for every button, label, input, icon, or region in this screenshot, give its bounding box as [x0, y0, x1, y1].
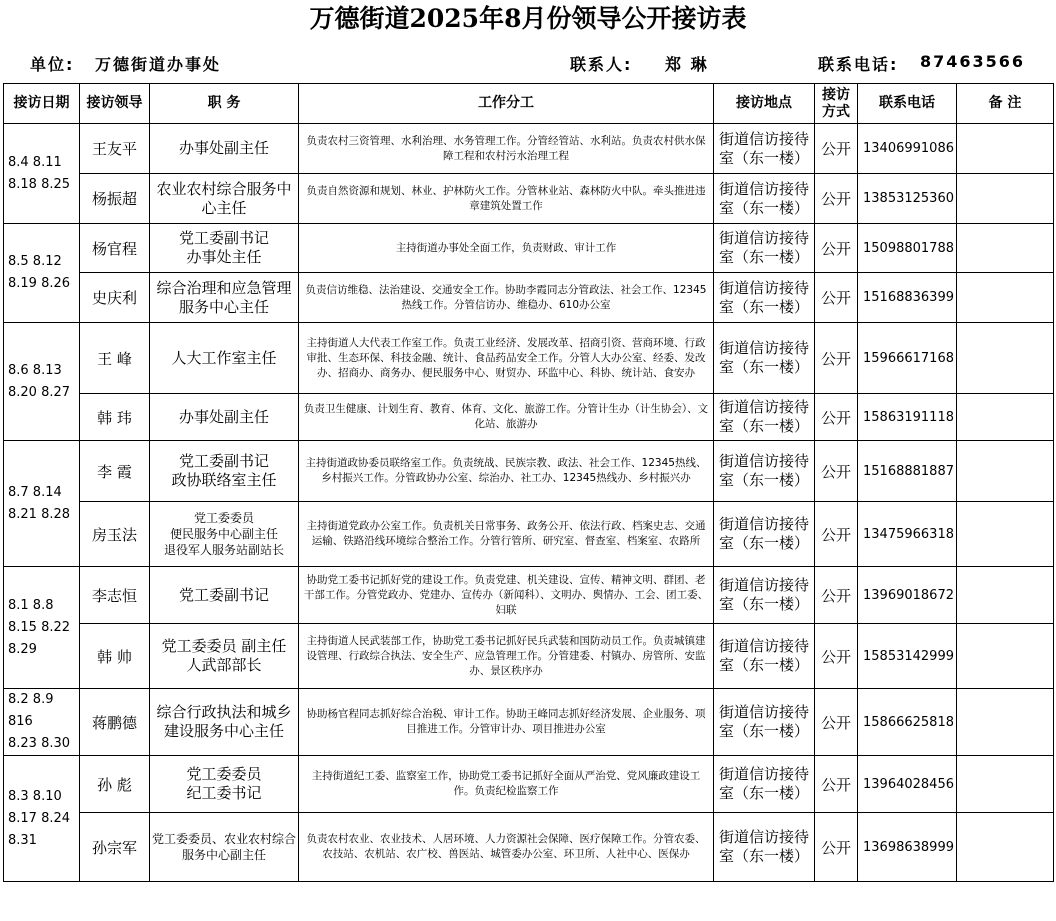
- duties-cell: 协助党工委书记抓好党的建设工作。负责党建、机关建设、宣传、精神文明、群团、老干部工作。分管党政办、党建办、宣传办（新闻科）、文明办、舆情办、工会、团工委、妇联: [299, 567, 714, 624]
- position-cell: 党工委委员、农业农村综合服务中心副主任: [150, 813, 299, 882]
- note-cell: [956, 502, 1053, 567]
- note-cell: [956, 689, 1053, 756]
- table-row: [4, 323, 1054, 394]
- position-cell: 综合行政执法和城乡建设服务中心主任: [150, 689, 299, 756]
- header-note: 备 注: [956, 84, 1053, 124]
- leader-cell: 史庆利: [80, 273, 150, 323]
- phone-cell: 13964028456: [858, 756, 957, 813]
- header-duties: 工作分工: [299, 84, 714, 124]
- note-cell: [956, 394, 1053, 441]
- leader-cell: 杨振超: [80, 174, 150, 224]
- position-cell: 农业农村综合服务中心主任: [150, 174, 299, 224]
- note-cell: [956, 174, 1053, 224]
- table-row: [4, 624, 1054, 689]
- duties-cell: 负责卫生健康、计划生育、教育、体育、文化、旅游工作。分管计生办（计生协会）、文化站、旅游办: [299, 394, 714, 441]
- position-cell: 综合治理和应急管理服务中心主任: [150, 273, 299, 323]
- mode-cell: 公开: [815, 624, 858, 689]
- note-cell: [956, 813, 1053, 882]
- phone-cell: 15168836399: [858, 273, 957, 323]
- table-row: [4, 813, 1054, 882]
- position-cell: 党工委副书记: [150, 567, 299, 624]
- phone-label: 联系电话:: [818, 55, 899, 74]
- place-cell: 街道信访接待室（东一楼）: [714, 441, 815, 502]
- mode-cell: 公开: [815, 502, 858, 567]
- duties-cell: 协助杨官程同志抓好综合治税、审计工作。协助王峰同志抓好经济发展、企业服务、项目推进工作。分管审计办、项目推进办公室: [299, 689, 714, 756]
- leader-cell: 韩 帅: [80, 624, 150, 689]
- date-cell: 8.5 8.12 8.19 8.26: [4, 224, 80, 323]
- mode-cell: 公开: [815, 567, 858, 624]
- mode-cell: 公开: [815, 323, 858, 394]
- phone-cell: 13406991086: [858, 124, 957, 174]
- duties-cell: 主持街道党政办公室工作。负责机关日常事务、政务公开、依法行政、档案史志、交通运输、铁路沿线环境综合整治工作。分管行管所、研究室、督查室、档案室、农路所: [299, 502, 714, 567]
- header-leader: 接访领导: [80, 84, 150, 124]
- header-mode: 接访方式: [815, 84, 858, 124]
- date-cell: 8.3 8.10 8.17 8.24 8.31: [4, 756, 80, 882]
- phone-cell: 15853142999: [858, 624, 957, 689]
- mode-cell: 公开: [815, 224, 858, 273]
- leader-cell: 房玉法: [80, 502, 150, 567]
- header-date: 接访日期: [4, 84, 80, 124]
- leader-cell: 韩 玮: [80, 394, 150, 441]
- duties-cell: 主持街道办事处全面工作，负责财政、审计工作: [299, 224, 714, 273]
- position-cell: 党工委委员 副主任 人武部部长: [150, 624, 299, 689]
- header-position: 职 务: [150, 84, 299, 124]
- header-place: 接访地点: [714, 84, 815, 124]
- phone-cell: 13969018672: [858, 567, 957, 624]
- place-cell: 街道信访接待室（东一楼）: [714, 502, 815, 567]
- position-cell: 办事处副主任: [150, 394, 299, 441]
- date-cell: 8.4 8.11 8.18 8.25: [4, 124, 80, 224]
- contact-value: 郑 琳: [665, 55, 709, 74]
- table-row: [4, 502, 1054, 567]
- leader-cell: 孙宗军: [80, 813, 150, 882]
- place-cell: 街道信访接待室（东一楼）: [714, 174, 815, 224]
- duties-cell: 主持街道人大代表工作室工作。负责工业经济、发展改革、招商引资、营商环境、行政审批、生态环保、科技金融、统计、食品药品安全工作。分管人大办公室、经委、发改办、招商办、商务办、便民服务中心、财贸办、环监中心、科协、统计站、食安办: [299, 323, 714, 394]
- table-row: [4, 441, 1054, 502]
- table-row: [4, 224, 1054, 273]
- place-cell: 街道信访接待室（东一楼）: [714, 323, 815, 394]
- mode-cell: 公开: [815, 813, 858, 882]
- phone-cell: 13853125360: [858, 174, 957, 224]
- mode-cell: 公开: [815, 394, 858, 441]
- leader-cell: 李志恒: [80, 567, 150, 624]
- info-bar: [0, 50, 1056, 76]
- leader-cell: 孙 彪: [80, 756, 150, 813]
- table-row: [4, 689, 1054, 756]
- position-cell: 党工委副书记 办事处主任: [150, 224, 299, 273]
- phone-cell: 15098801788: [858, 224, 957, 273]
- table-row: [4, 567, 1054, 624]
- leader-cell: 蒋鹏德: [80, 689, 150, 756]
- place-cell: 街道信访接待室（东一楼）: [714, 273, 815, 323]
- position-cell: 人大工作室主任: [150, 323, 299, 394]
- note-cell: [956, 124, 1053, 174]
- table-row: [4, 394, 1054, 441]
- date-cell: 8.6 8.13 8.20 8.27: [4, 323, 80, 441]
- mode-cell: 公开: [815, 124, 858, 174]
- place-cell: 街道信访接待室（东一楼）: [714, 567, 815, 624]
- duties-cell: 负责自然资源和规划、林业、护林防火工作。分管林业站、森林防火中队。牵头推进违章建筑处置工作: [299, 174, 714, 224]
- unit-label: 单位:: [30, 55, 75, 74]
- mode-cell: 公开: [815, 756, 858, 813]
- date-cell: 8.7 8.14 8.21 8.28: [4, 441, 80, 567]
- place-cell: 街道信访接待室（东一楼）: [714, 124, 815, 174]
- duties-cell: 负责农村三资管理、水利治理、水务管理工作。分管经管站、水利站。负责农村供水保障工程和农村污水治理工程: [299, 124, 714, 174]
- note-cell: [956, 323, 1053, 394]
- note-cell: [956, 441, 1053, 502]
- position-cell: 党工委副书记 政协联络室主任: [150, 441, 299, 502]
- duties-cell: 负责农村农业、农业技术、人居环境、人力资源社会保障、医疗保障工作。分管农委、农技站、农机站、农广校、兽医站、城管委办公室、环卫所、人社中心、医保办: [299, 813, 714, 882]
- duties-cell: 主持街道纪工委、监察室工作，协助党工委书记抓好全面从严治党、党风廉政建设工作。负责纪检监察工作: [299, 756, 714, 813]
- position-cell: 党工委委员 便民服务中心副主任 退役军人服务站副站长: [150, 502, 299, 567]
- mode-cell: 公开: [815, 273, 858, 323]
- phone-cell: 13698638999: [858, 813, 957, 882]
- table-row: [4, 273, 1054, 323]
- place-cell: 街道信访接待室（东一楼）: [714, 224, 815, 273]
- place-cell: 街道信访接待室（东一楼）: [714, 394, 815, 441]
- leader-cell: 王友平: [80, 124, 150, 174]
- position-cell: 办事处副主任: [150, 124, 299, 174]
- leader-cell: 王 峰: [80, 323, 150, 394]
- table-row: [4, 174, 1054, 224]
- contact-label: 联系人:: [570, 55, 633, 74]
- place-cell: 街道信访接待室（东一楼）: [714, 689, 815, 756]
- mode-cell: 公开: [815, 174, 858, 224]
- phone-cell: 13475966318: [858, 502, 957, 567]
- table-row: [4, 756, 1054, 813]
- mode-cell: 公开: [815, 689, 858, 756]
- place-cell: 街道信访接待室（东一楼）: [714, 813, 815, 882]
- leader-cell: 李 霞: [80, 441, 150, 502]
- phone-cell: 15866625818: [858, 689, 957, 756]
- note-cell: [956, 224, 1053, 273]
- duties-cell: 主持街道政协委员联络室工作。负责统战、民族宗教、政法、社会工作、12345热线、乡村振兴工作。分管政协办公室、综治办、社工办、12345热线办、乡村振兴办: [299, 441, 714, 502]
- duties-cell: 主持街道人民武装部工作，协助党工委书记抓好民兵武装和国防动员工作。负责城镇建设管理、行政综合执法、安全生产、应急管理工作。分管建委、村镇办、房管所、安监办、景区秩序办: [299, 624, 714, 689]
- header-row: [4, 84, 1054, 124]
- phone-cell: 15966617168: [858, 323, 957, 394]
- unit-value: 万德街道办事处: [95, 55, 222, 74]
- leader-cell: 杨官程: [80, 224, 150, 273]
- page-title: 万德街道2025年8月份领导公开接访表: [309, 4, 747, 33]
- phone-cell: 15168881887: [858, 441, 957, 502]
- phone-cell: 15863191118: [858, 394, 957, 441]
- place-cell: 街道信访接待室（东一楼）: [714, 756, 815, 813]
- duties-cell: 负责信访维稳、法治建设、交通安全工作。协助李霞同志分管政法、社会工作、12345热线工作。分管信访办、维稳办、610办公室: [299, 273, 714, 323]
- header-phone: 联系电话: [858, 84, 957, 124]
- phone-value: 87463566: [920, 52, 1026, 71]
- note-cell: [956, 624, 1053, 689]
- mode-cell: 公开: [815, 441, 858, 502]
- table-row: [4, 124, 1054, 174]
- note-cell: [956, 273, 1053, 323]
- date-cell: 8.2 8.9 816 8.23 8.30: [4, 689, 80, 756]
- reception-table: [3, 83, 1054, 882]
- note-cell: [956, 756, 1053, 813]
- position-cell: 党工委委员 纪工委书记: [150, 756, 299, 813]
- date-cell: 8.1 8.8 8.15 8.22 8.29: [4, 567, 80, 689]
- note-cell: [956, 567, 1053, 624]
- place-cell: 街道信访接待室（东一楼）: [714, 624, 815, 689]
